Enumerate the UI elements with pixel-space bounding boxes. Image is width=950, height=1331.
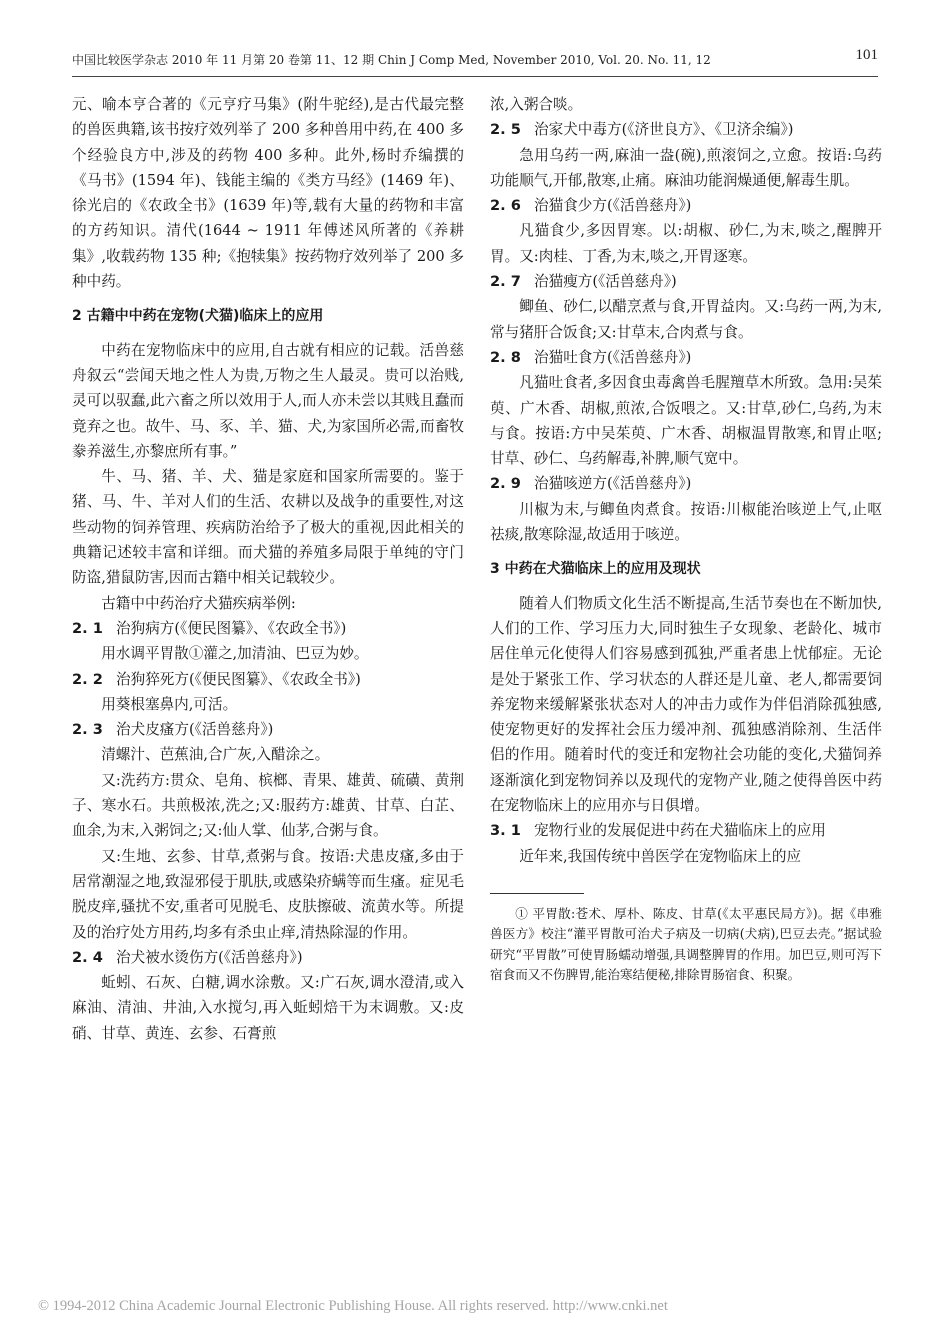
subsection-number: 2. 8 bbox=[490, 348, 521, 366]
body-paragraph: 用水调平胃散①灌之,加清油、巴豆为妙。 bbox=[101, 645, 369, 663]
subsection-heading bbox=[72, 945, 464, 970]
subsection-number: 2. 2 bbox=[72, 670, 103, 688]
body-paragraph: 蚯蚓、石灰、白糖,调水涂敷。又:广石灰,调水澄清,或入麻油、清油、井油,入水搅匀,再入蚯蚓焙干为末调敷。又:皮硝、甘草、黄连、玄参、石膏煎 bbox=[72, 974, 464, 1042]
subsection-number: 2. 7 bbox=[490, 273, 521, 291]
subsection-title: 治狗病方(《便民图纂》、《农政全书》) bbox=[116, 619, 347, 637]
body-paragraph: 牛、马、猪、羊、犬、猫是家庭和国家所需要的。鉴于猪、马、牛、羊对人们的生活、农耕以及战争的重要性,对这些动物的饲养管理、疾病防治给予了极大的重视,因此相关的典籍记述较丰富和详细。而犬猫的养殖多局限于单纯的守门防盗,猎鼠防害,因而古籍中相关记载较少。 bbox=[72, 468, 464, 587]
body-paragraph: 急用乌药一两,麻油一盎(碗),煎滚饲之,立愈。按语:乌药功能顺气,开郁,散寒,止痛。麻油功能润燥通便,解毒生肌。 bbox=[490, 146, 882, 189]
body-paragraph: 中药在宠物临床中的应用,自古就有相应的记载。活兽慈舟叙云“尝闻天地之性人为贵,万物之生人最灵。贵可以治贱,灵可以驭蠢,此六畜之所以效用于人,而人亦未尝以其贱且蠢而竟弃之也。故牛、马、豕、羊、猫、犬,为家国所必需,而畜牧豢养滋生,亦黎庶所有事。” bbox=[72, 341, 464, 460]
subsection-title: 治猫咳逆方(《活兽慈舟》) bbox=[534, 475, 692, 493]
header-rule bbox=[72, 76, 878, 77]
footnote: ① 平胃散:苍术、厚朴、陈皮、甘草(《太平惠民局方》)。据《串雅兽医方》校注“灌平胃散可治犬子病及一切病(犬病),巴豆去壳。”据试验研究“平胃散”可使胃肠蠕动增强,具调整脾胃的作用。加巴豆,则可泻下宿食而又不伤脾胃,能治寒结便秘,排除胃肠宿食、积聚。 bbox=[490, 905, 882, 983]
intro-paragraph: 元、喻本亨合著的《元亨疗马集》(附牛驼经),是古代最完整的兽医典籍,该书按疗效列举了 200 多种兽用中药,在 400 多个经验良方中,涉及的药物 400 多种。此外,杨时乔编撰的《马书》(1594 年)、钱能主编的《类方马经》(1469 年)、徐光启的《农政全书》(1639 年)等,载有大量的药物和丰富的方药知识。清代(1644 ~ 1911 年傅述风所著的《养耕集》,收载药物 135 种;《抱犊集》按药物疗效列举了 200 多种中药。 bbox=[72, 96, 464, 291]
subsection-heading bbox=[490, 117, 882, 142]
subsection-title: 治家犬中毒方(《济世良方》、《卫济余编》) bbox=[534, 121, 794, 139]
subsection-heading bbox=[72, 667, 464, 692]
body-paragraph: 又:生地、玄参、甘草,煮粥与食。按语:犬患皮瘙,多由于居常潮湿之地,致湿邪侵于肌肤,或感染疥螨等而生瘙。症见毛脱皮痒,骚扰不安,重者可见脱毛、皮肤擦破、流黄水等。所提及的治疗处方用药,均多有杀虫止痒,清热除湿的作用。 bbox=[72, 847, 464, 941]
subsection-number: 2. 6 bbox=[490, 197, 521, 215]
subsection-heading bbox=[490, 345, 882, 370]
subsection-title: 治猫瘦方(《活兽慈舟》) bbox=[534, 273, 677, 291]
body-paragraph: 凡猫食少,多因胃寒。以:胡椒、砂仁,为末,啖之,醒脾开胃。又:肉桂、丁香,为末,啖之,开胃逐寒。 bbox=[490, 222, 882, 265]
subsection-number: 2. 5 bbox=[490, 121, 521, 139]
body-paragraph: 川椒为末,与鲫鱼肉煮食。按语:川椒能治咳逆上气,止呕祛痰,散寒除湿,故适用于咳逆。 bbox=[490, 500, 882, 544]
copyright-footer: © 1994-2012 China Academic Journal Electronic Publishing House. All rights reserved. http://www.cnki.net bbox=[38, 1298, 668, 1314]
body-paragraph: 又:洗药方:贯众、皂角、槟榔、青果、雄黄、硫磺、黄荆子、寒水石。共煎极浓,洗之;又:服药方:雄黄、甘草、白芷、血余,为末,入粥饲之;又:仙人掌、仙茅,合粥与食。 bbox=[72, 771, 464, 840]
subsection-title: 治猫吐食方(《活兽慈舟》) bbox=[534, 348, 692, 366]
subsection-title: 宠物行业的发展促进中药在犬猫临床上的应用 bbox=[534, 822, 826, 840]
subsection-number: 2. 3 bbox=[72, 721, 103, 739]
subsection-number: 2. 1 bbox=[72, 619, 103, 637]
body-paragraph: 随着人们物质文化生活不断提高,生活节奏也在不断加快,人们的工作、学习压力大,同时独生子女现象、老龄化、城市居住单元化使得人们容易感到孤独,严重者患上忧郁症。无论是处于紧张工作、学习状态的人群还是儿童、老人,都需要饲养宠物来缓解紧张状态对人的冲击力或作为伴侣消除孤独感,使宠物更好的发挥社会压力缓冲剂、孤独感消除剂、生活伴侣的作用。随着时代的变迁和宠物社会功能的变化,犬猫饲养逐渐演化到宠物饲养以及现代的宠物产业,随之使得兽医中药在宠物临床上的应用亦与日俱增。 bbox=[490, 594, 882, 815]
footnote-rule bbox=[490, 893, 584, 894]
body-paragraph: 凡猫吐食者,多因食虫毒禽兽毛腥羶草木所致。急用:吴茱萸、广木香、胡椒,煎浓,合饭喂之。又:甘草,砂仁,乌药,为末与食。按语:方中吴茱萸、广木香、胡椒温胃散寒,和胃止呕;甘草、砂仁、乌药解毒,补脾,顺气宽中。 bbox=[490, 374, 882, 468]
subsection-heading bbox=[72, 616, 464, 641]
subsection-title: 治犬皮瘙方(《活兽慈舟》) bbox=[116, 721, 274, 739]
subsection-heading bbox=[490, 818, 882, 843]
body-paragraph: 鲫鱼、砂仁,以醋烹煮与食,开胃益肉。又:乌药一两,为末,常与猪肝合饭食;又:甘草末,合肉煮与食。 bbox=[490, 298, 882, 341]
subsection-title: 治猫食少方(《活兽慈舟》) bbox=[534, 197, 692, 215]
subsection-number: 2. 9 bbox=[490, 475, 521, 493]
subsection-heading bbox=[72, 717, 464, 742]
body-paragraph: 用葵根塞鼻内,可活。 bbox=[101, 695, 238, 713]
body-paragraph: 浓,入粥合啖。 bbox=[490, 96, 583, 113]
subsection-heading bbox=[490, 193, 882, 218]
section-3-heading: 3 中药在犬猫临床上的应用及现状 bbox=[490, 561, 701, 578]
subsection-title: 治犬被水烫伤方(《活兽慈舟》) bbox=[116, 948, 303, 966]
body-paragraph: 清螺汁、芭蕉油,合广灰,入醋涂之。 bbox=[101, 746, 330, 764]
subsection-heading bbox=[490, 269, 882, 294]
left-column bbox=[72, 92, 464, 1046]
subsection-number: 2. 4 bbox=[72, 948, 103, 966]
subsection-number: 3. 1 bbox=[490, 822, 521, 840]
journal-citation: 中国比较医学杂志 2010 年 11 月第 20 卷第 11、12 期 Chin J Comp Med, November 2010, Vol. 20. No. 11, 12 bbox=[72, 53, 711, 67]
body-paragraph: 古籍中中药治疗犬猫疾病举例: bbox=[101, 594, 296, 612]
running-header bbox=[72, 47, 878, 73]
right-column bbox=[490, 92, 882, 986]
subsection-title: 治狗猝死方(《便民图纂》、《农政全书》) bbox=[116, 670, 361, 688]
subsection-heading bbox=[490, 471, 882, 496]
body-paragraph: 近年来,我国传统中兽医学在宠物临床上的应 bbox=[519, 847, 802, 865]
section-2-heading: 2 古籍中中药在宠物(犬猫)临床上的应用 bbox=[72, 308, 324, 325]
page-number: 101 bbox=[855, 47, 878, 63]
